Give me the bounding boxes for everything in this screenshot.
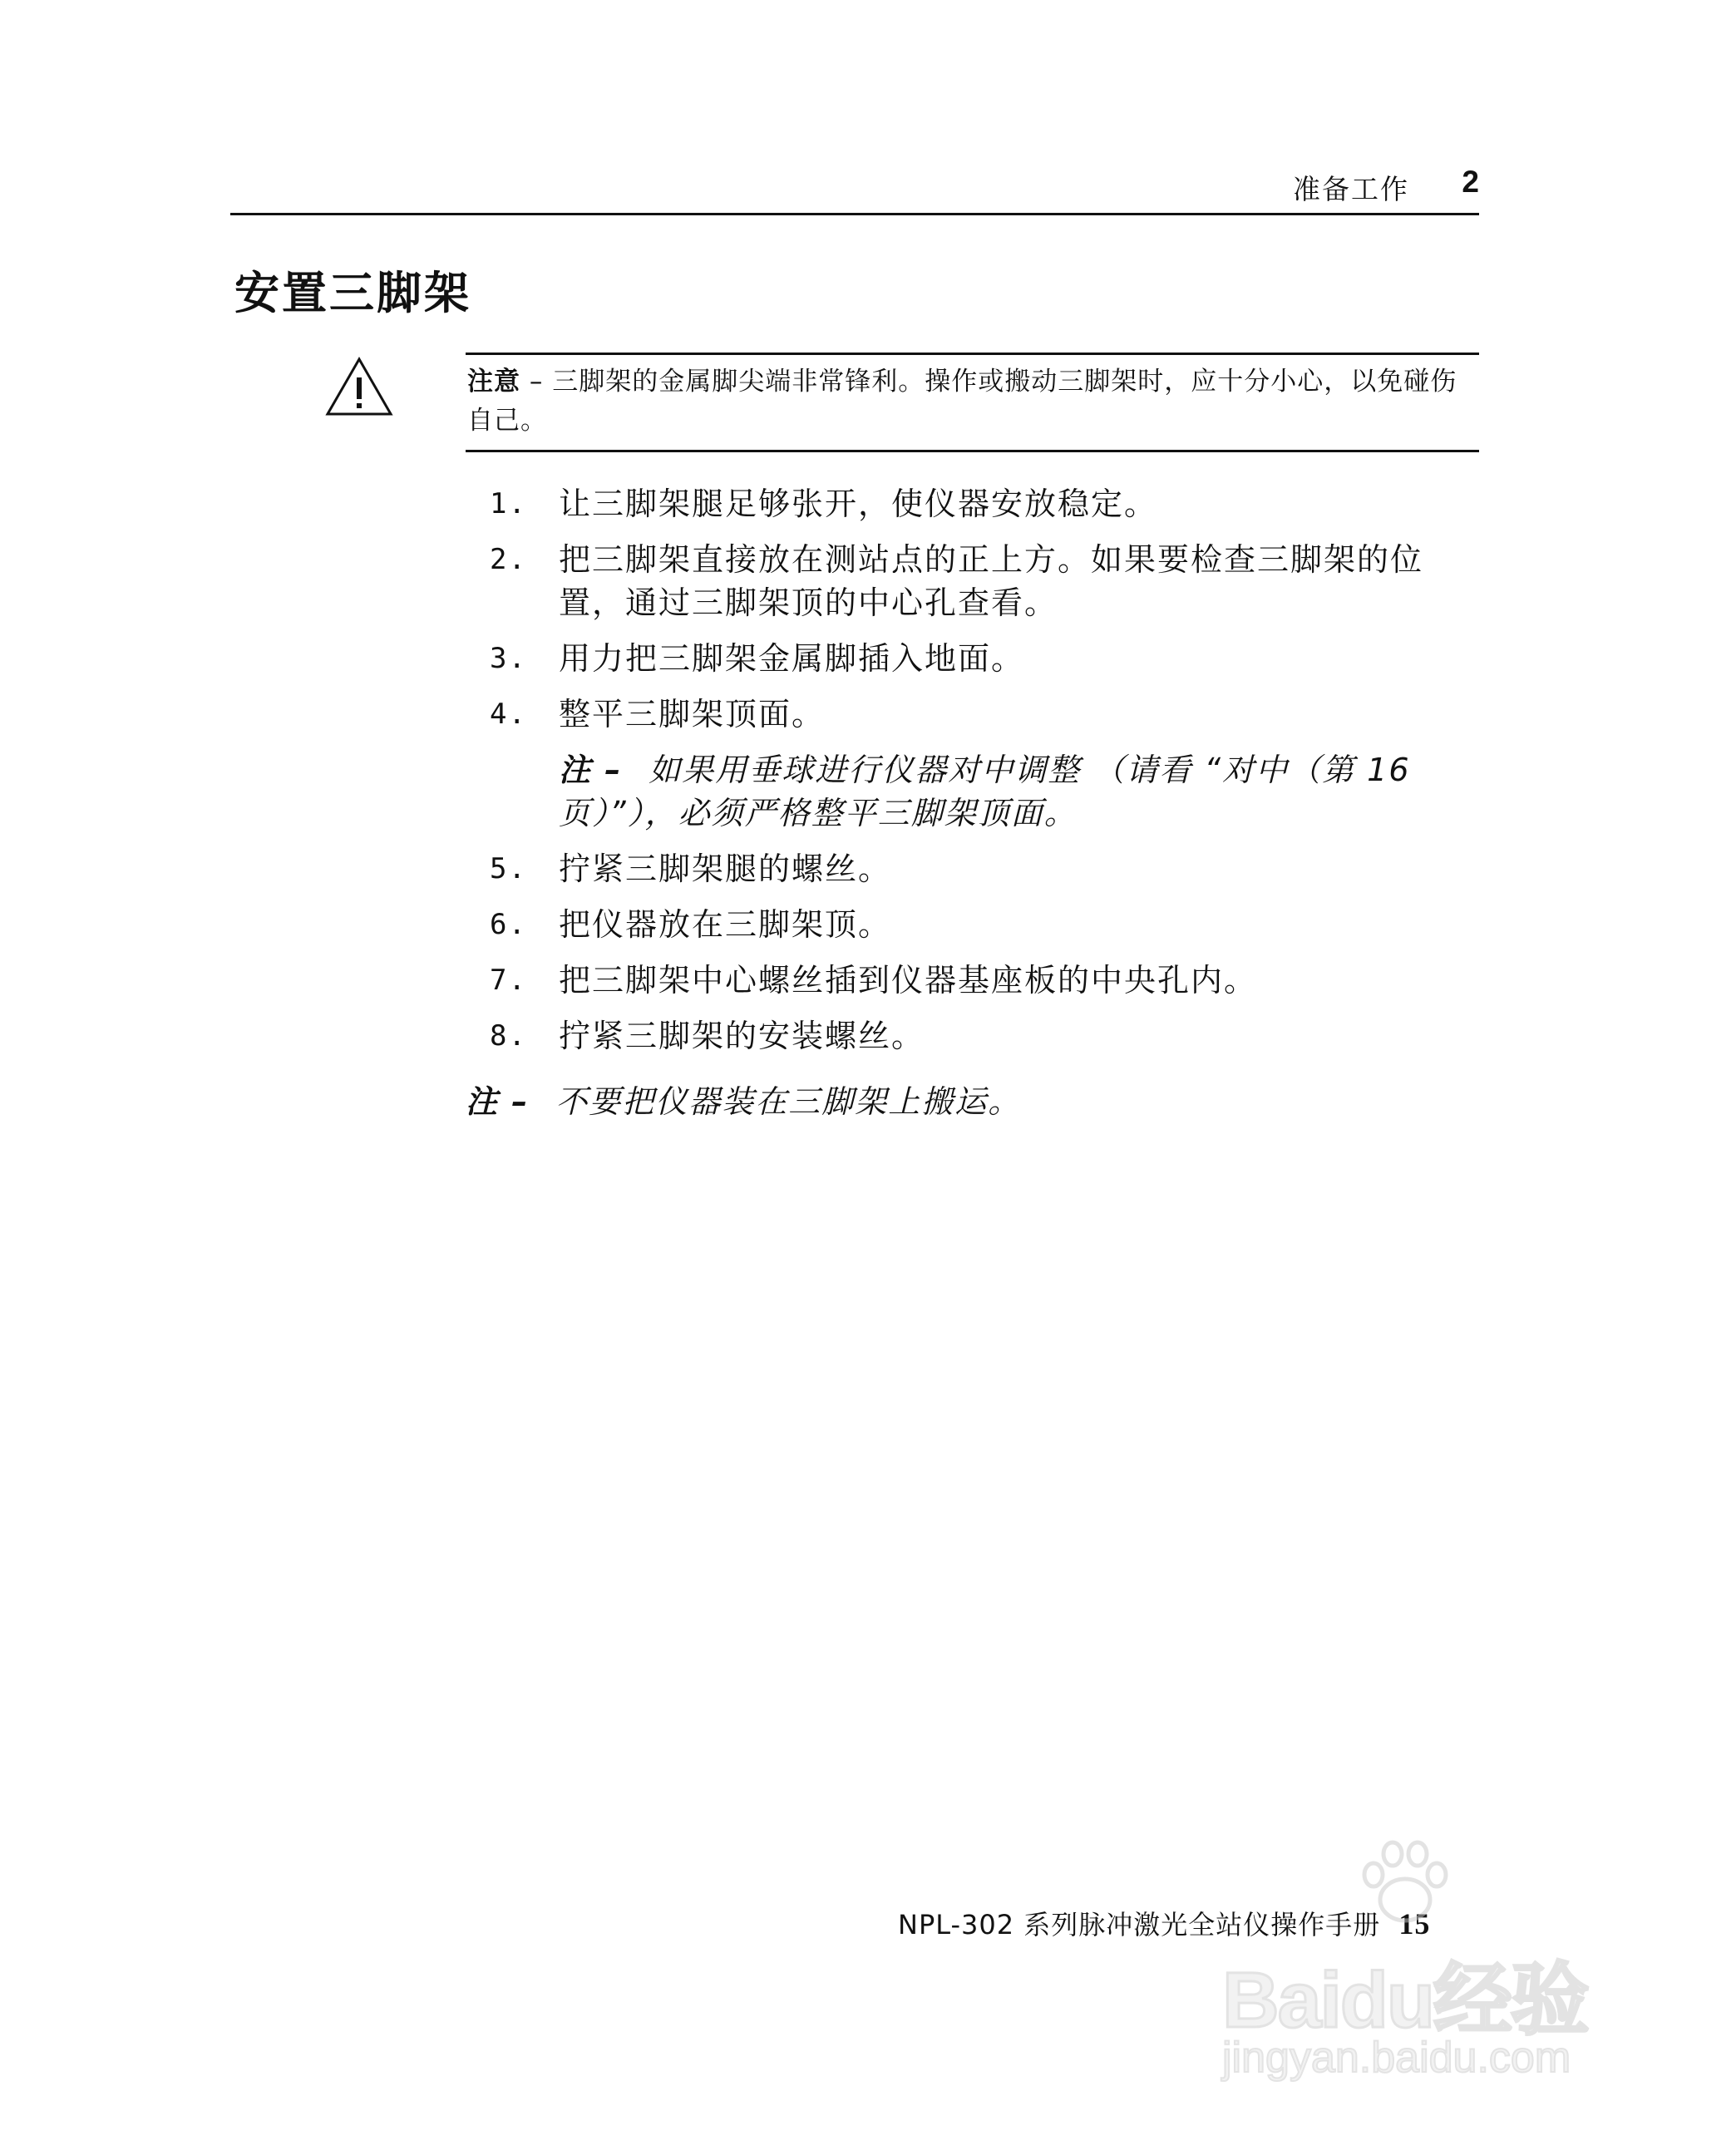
step-text: 整平三脚架顶面。 <box>559 696 826 732</box>
page-title: 安置三脚架 <box>234 267 471 319</box>
step-item <box>466 1014 1488 1058</box>
step-item <box>466 693 1488 736</box>
step-text: 把三脚架中心螺丝插到仪器基座板的中央孔内。 <box>559 962 1258 999</box>
step-number: 4. <box>490 698 527 731</box>
page-header <box>230 163 1479 213</box>
step-item <box>466 482 1488 525</box>
footer-manual-title: NPL-302 系列脉冲激光全站仪操作手册 <box>898 1909 1381 1940</box>
step-text: 让三脚架腿足够张开，使仪器安放稳定。 <box>559 486 1158 522</box>
final-note <box>466 1076 1021 1122</box>
watermark-url: jingyan.baidu.com <box>1222 2034 1571 2082</box>
step-number: 3. <box>490 642 527 675</box>
baidu-watermark <box>1189 1837 1621 2087</box>
warning-bottom-rule <box>466 450 1479 452</box>
step-text: 把三脚架直接放在测站点的正上方。如果要检查三脚架的位置，通过三脚架顶的中心孔查看。 <box>559 541 1424 621</box>
footer-page-number: 15 <box>1398 1907 1431 1940</box>
step-number: 6. <box>490 908 527 941</box>
warning-callout <box>467 362 1473 441</box>
step-number: 5. <box>490 852 527 885</box>
inline-note <box>466 748 1488 835</box>
warning-top-rule <box>466 353 1479 355</box>
warning-label: 注意 <box>467 367 520 397</box>
step-text: 把仪器放在三脚架顶。 <box>559 906 892 943</box>
step-item <box>466 538 1488 624</box>
warning-text: – 三脚架的金属脚尖端非常锋利。操作或搬动三脚架时，应十分小心，以免碰伤自己。 <box>467 367 1457 436</box>
step-item <box>466 959 1488 1002</box>
header-chapter-number: 2 <box>1462 165 1479 199</box>
step-item <box>466 903 1488 946</box>
step-text: 拧紧三脚架腿的螺丝。 <box>559 851 892 887</box>
final-note-label: 注 – <box>466 1083 530 1120</box>
header-section-title: 准备工作 <box>1293 173 1409 205</box>
step-number: 7. <box>490 964 527 997</box>
watermark-logo-text: Baidu经验 <box>1222 1956 1588 2044</box>
inline-note-label: 注 – <box>559 752 623 788</box>
step-item <box>466 847 1488 890</box>
step-item <box>466 637 1488 680</box>
step-number: 1. <box>490 487 527 520</box>
final-note-text: 不要把仪器装在三脚架上搬运。 <box>555 1083 1022 1120</box>
paw-logo-icon <box>1355 1837 1455 1929</box>
step-text: 用力把三脚架金属脚插入地面。 <box>559 640 1025 677</box>
step-text: 拧紧三脚架的安装螺丝。 <box>559 1018 925 1054</box>
header-divider <box>230 213 1479 215</box>
inline-note-text: 如果用垂球进行仪器对中调整 （请看 “对中（第 16 页）”），必须严格整平三脚架顶面。 <box>559 752 1411 831</box>
step-number: 2. <box>490 543 527 576</box>
procedure-steps <box>466 482 1488 1070</box>
step-number: 8. <box>490 1019 527 1053</box>
warning-triangle-icon <box>324 356 394 417</box>
